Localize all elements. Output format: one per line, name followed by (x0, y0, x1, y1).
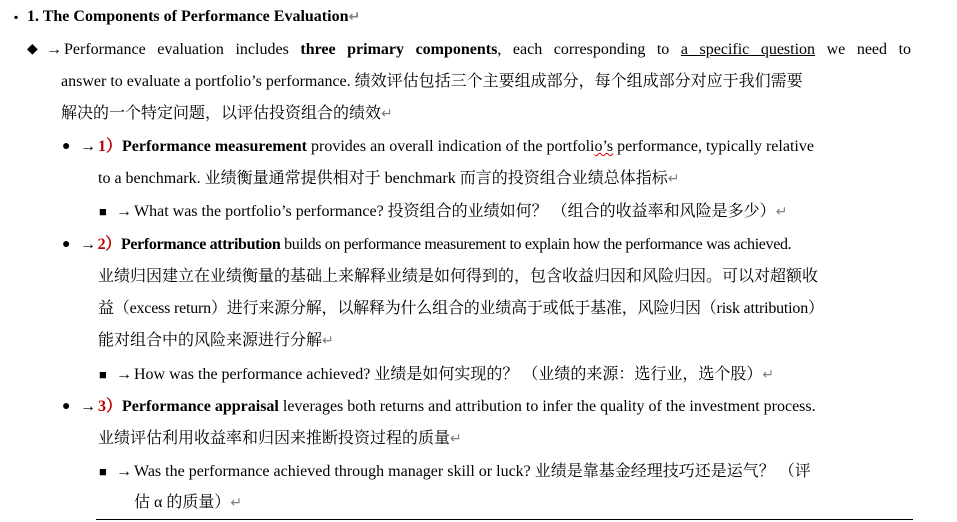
paragraph-mark-icon: ↵ (230, 495, 243, 511)
item-2-line-3: 益（excess return）进行来源分解，以解释为什么组合的业绩高于或低于基准，风险归因（risk attribution） (98, 300, 824, 317)
item-1-line-1 (80, 136, 814, 158)
intro-bold-text: three primary components (300, 41, 498, 58)
item-2-text-l4: 能对组合中的风险来源进行分解 (98, 332, 323, 349)
arrow-icon: → (80, 138, 96, 155)
item-1-question (116, 201, 787, 223)
intro-text-c: we need to (815, 41, 912, 58)
arrow-icon: → (116, 463, 132, 480)
paragraph-mark-icon: ↵ (381, 106, 393, 122)
heading-text: 1. The Components of Performance Evaluation (27, 8, 349, 25)
item-1-line-2 (98, 168, 679, 190)
item-2-line-1 (80, 234, 791, 256)
item-3-title: Performance appraisal (122, 398, 279, 415)
diamond-bullet-icon: ◆ (27, 42, 38, 57)
arrow-icon: → (116, 203, 132, 220)
bottom-divider (96, 519, 913, 520)
heading-bullet: ▪ (14, 10, 19, 24)
item-1-question-text: What was the portfolio’s performance? 投资组合的业绩如何？ （组合的收益率和风险是多少） (134, 203, 776, 220)
item-3-text-l2: 业绩评估利用收益率和归因来推断投资过程的质量 (98, 430, 451, 447)
square-bullet-icon: ■ (99, 464, 107, 479)
item-3-line-1 (80, 396, 816, 418)
item-1-title: Performance measurement (122, 138, 307, 155)
item-3-text-l1: leverages both returns and attribution to infer the quality of the investment process. (278, 398, 816, 415)
item-1-spellcheck-word: o’s (594, 138, 614, 155)
arrow-icon: → (46, 41, 62, 58)
intro-text-b: , each corresponding to (497, 41, 681, 58)
circle-bullet-icon: ● (62, 399, 71, 414)
arrow-icon: → (116, 366, 132, 383)
item-2-number: 2） (97, 236, 121, 253)
intro-line-2: answer to evaluate a portfolio’s performance. 绩效评估包括三个主要组成部分，每个组成部分对应于我们需要 (61, 73, 803, 90)
item-1-text-l2: to a benchmark. 业绩衡量通常提供相对于 benchmark 而言的投资组合业绩总体指标 (98, 170, 668, 187)
paragraph-mark-icon: ↵ (667, 171, 680, 187)
item-2-line-4 (98, 330, 334, 352)
item-2-line-2: 业绩归因建立在业绩衡量的基础上来解释业绩是如何得到的，包含收益归因和风险归因。可以对超额收 (98, 268, 819, 285)
circle-bullet-icon: ● (62, 237, 71, 252)
item-3-question-text-l2: 估 α 的质量） (134, 494, 231, 511)
paragraph-mark-icon: ↵ (450, 431, 462, 447)
paragraph-mark-icon: ↵ (322, 333, 334, 349)
item-2-question (116, 364, 774, 386)
paragraph-mark-icon: ↵ (775, 204, 788, 220)
item-2-title: Performance attribution (120, 236, 281, 253)
section-heading (27, 6, 360, 28)
paragraph-mark-icon: ↵ (762, 367, 775, 383)
item-1-text-b: performance, typically relative (613, 138, 814, 155)
item-1-number: 1） (98, 138, 123, 155)
circle-bullet-icon: ● (62, 139, 71, 154)
item-2-question-text: How was the performance achieved? 业绩是如何实现的？ （业绩的来源：选行业，选个股） (134, 366, 763, 383)
arrow-icon: → (80, 236, 96, 253)
item-3-line-2 (98, 428, 462, 450)
intro-line-3 (61, 103, 393, 125)
square-bullet-icon: ■ (99, 367, 107, 382)
item-2-text-l1: builds on performance measurement to explain how the performance was achieved. (280, 236, 792, 253)
square-bullet-icon: ■ (99, 204, 107, 219)
arrow-icon: → (80, 398, 96, 415)
intro-text-a: Performance evaluation includes (64, 41, 301, 58)
item-3-question (116, 461, 811, 483)
item-1-text-a: provides an overall indication of the portfoli (306, 138, 595, 155)
item-3-number: 3） (98, 398, 123, 415)
item-3-question-line-2 (134, 492, 242, 514)
intro-underlined-text: a specific question (680, 41, 816, 58)
paragraph-mark-icon: ↵ (348, 9, 361, 25)
intro-text-l3: 解决的一个特定问题，以评估投资组合的绩效 (61, 105, 382, 122)
item-3-question-text: Was the performance achieved through manager skill or luck? 业绩是靠基金经理技巧还是运气？ （评 (134, 463, 811, 480)
intro-line-1 (46, 39, 911, 61)
